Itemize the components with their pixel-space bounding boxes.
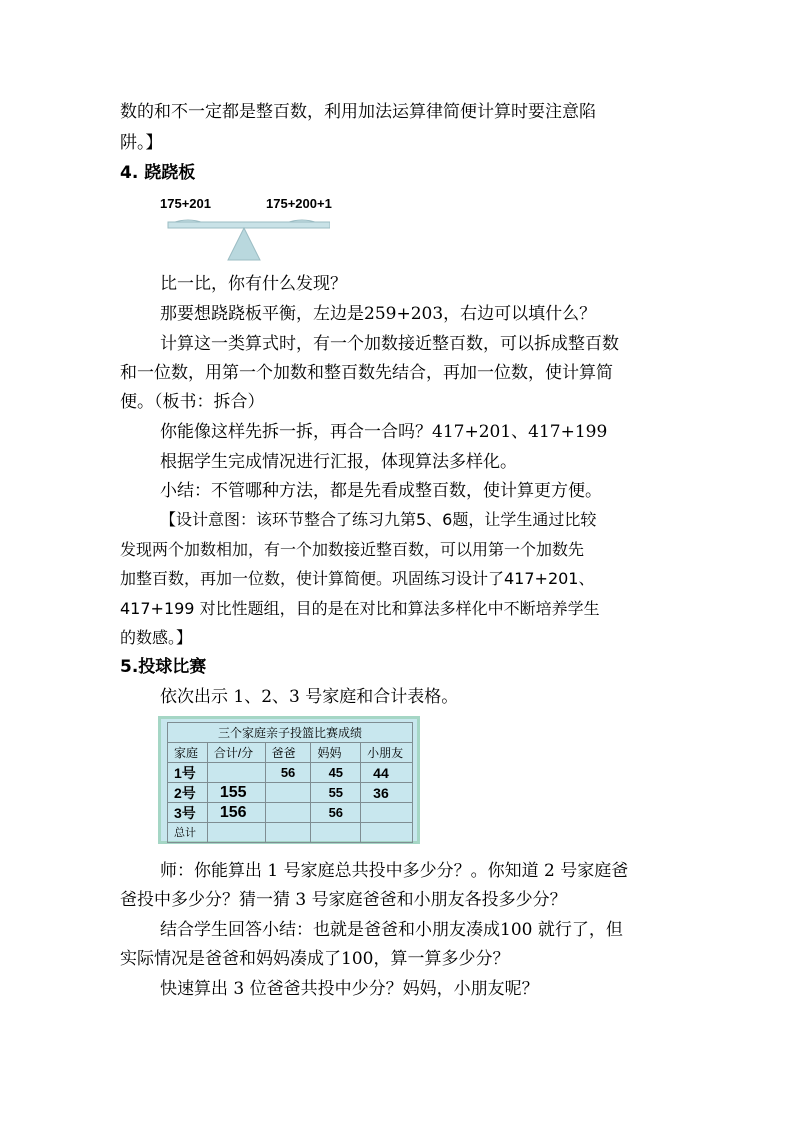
- table-cell: [265, 823, 311, 843]
- seesaw-fulcrum: [228, 228, 260, 260]
- table-cell: [207, 823, 265, 843]
- table-cell: [265, 803, 311, 823]
- table-header-cell: 家庭: [168, 743, 208, 763]
- score-table: [167, 722, 413, 843]
- table-cell: 2号: [168, 783, 208, 803]
- paragraph-method-1: 计算这一类算式时，有一个加数接近整百数，可以拆成整百数: [160, 334, 619, 354]
- table-cell: [361, 803, 413, 823]
- paragraph-show-table: 依次出示 1、2、3 号家庭和合计表格。: [160, 687, 459, 707]
- paragraph-compare: 比一比，你有什么发现？: [160, 274, 347, 294]
- paragraph-quick-calc: 快速算出 3 位爸爸共投中少分？妈妈，小朋友呢？: [160, 979, 539, 999]
- table-cell: 156: [207, 803, 265, 823]
- score-table-figure: [158, 716, 420, 844]
- seesaw-left-label: 175+201: [160, 196, 211, 211]
- table-cell: 56: [311, 803, 361, 823]
- table-title: 三个家庭亲子投篮比赛成绩: [168, 723, 413, 743]
- paragraph-method-3: 便。（板书：拆合）: [120, 392, 265, 412]
- seesaw-plank: [168, 222, 330, 228]
- table-cell: 155: [207, 783, 265, 803]
- paragraph-teacher-2: 爸投中多少分？猜一猜 3 号家庭爸爸和小朋友各投多少分？: [120, 890, 567, 910]
- design-intent-5: 的数感。】: [120, 628, 193, 647]
- table-cell: [361, 823, 413, 843]
- seesaw-right-label: 175+200+1: [266, 196, 332, 211]
- design-intent-1: 【设计意图：该环节整合了练习九第5、6题，让学生通过比较: [160, 510, 597, 529]
- table-cell: [265, 783, 311, 803]
- paragraph-design-end-1: 数的和不一定都是整百数，利用加法运算律简便计算时要注意陷: [120, 102, 596, 122]
- paragraph-method-2: 和一位数，用第一个加数和整百数先结合，再加一位数，使计算简: [120, 363, 613, 383]
- paragraph-report: 根据学生完成情况进行汇报，体现算法多样化。: [160, 452, 517, 472]
- table-cell: 45: [311, 763, 361, 783]
- seesaw-drawing: [160, 196, 330, 264]
- table-row: [168, 803, 413, 823]
- design-intent-4: 417+199 对比性题组，目的是在对比和算法多样化中不断培养学生: [120, 599, 600, 618]
- table-cell: [311, 823, 361, 843]
- design-intent-2: 发现两个加数相加，有一个加数接近整百数，可以用第一个加数先: [120, 540, 585, 559]
- table-cell: 1号: [168, 763, 208, 783]
- table-row: [168, 763, 413, 783]
- table-cell: 3号: [168, 803, 208, 823]
- table-cell: 36: [361, 783, 413, 803]
- design-intent-3: 加整百数，再加一位数，使计算简便。巩固练习设计了417+201、: [120, 569, 595, 588]
- paragraph-summary: 小结：不管哪种方法，都是先看成整百数，使计算更方便。: [160, 481, 602, 501]
- section-heading-seesaw: 4. 跷跷板: [120, 163, 196, 183]
- paragraph-conclusion-2: 实际情况是爸爸和妈妈凑成了100，算一算多少分？: [120, 949, 510, 969]
- section-heading-ball-game: 5.投球比赛: [120, 657, 207, 677]
- table-cell: 56: [265, 763, 311, 783]
- seesaw-figure: [160, 196, 330, 264]
- table-header-row: [168, 743, 413, 763]
- table-title-row: [168, 723, 413, 743]
- table-header-cell: 合计/分: [207, 743, 265, 763]
- table-row: [168, 823, 413, 843]
- table-header-cell: 妈妈: [311, 743, 361, 763]
- paragraph-balance-question: 那要想跷跷板平衡，左边是259+203，右边可以填什么？: [160, 304, 597, 324]
- paragraph-design-end-2: 阱。】: [120, 133, 163, 153]
- table-cell: 44: [361, 763, 413, 783]
- table-header-cell: 爸爸: [265, 743, 311, 763]
- table-cell: 总计: [168, 823, 208, 843]
- paragraph-practice: 你能像这样先拆一拆，再合一合吗？417+201、417+199: [160, 422, 608, 442]
- table-cell: 55: [311, 783, 361, 803]
- paragraph-conclusion-1: 结合学生回答小结：也就是爸爸和小朋友凑成100 就行了，但: [160, 920, 623, 940]
- table-header-cell: 小朋友: [361, 743, 413, 763]
- table-cell: [207, 763, 265, 783]
- paragraph-teacher-1: 师：你能算出 1 号家庭总共投中多少分？。你知道 2 号家庭爸: [160, 861, 629, 881]
- table-row: [168, 783, 413, 803]
